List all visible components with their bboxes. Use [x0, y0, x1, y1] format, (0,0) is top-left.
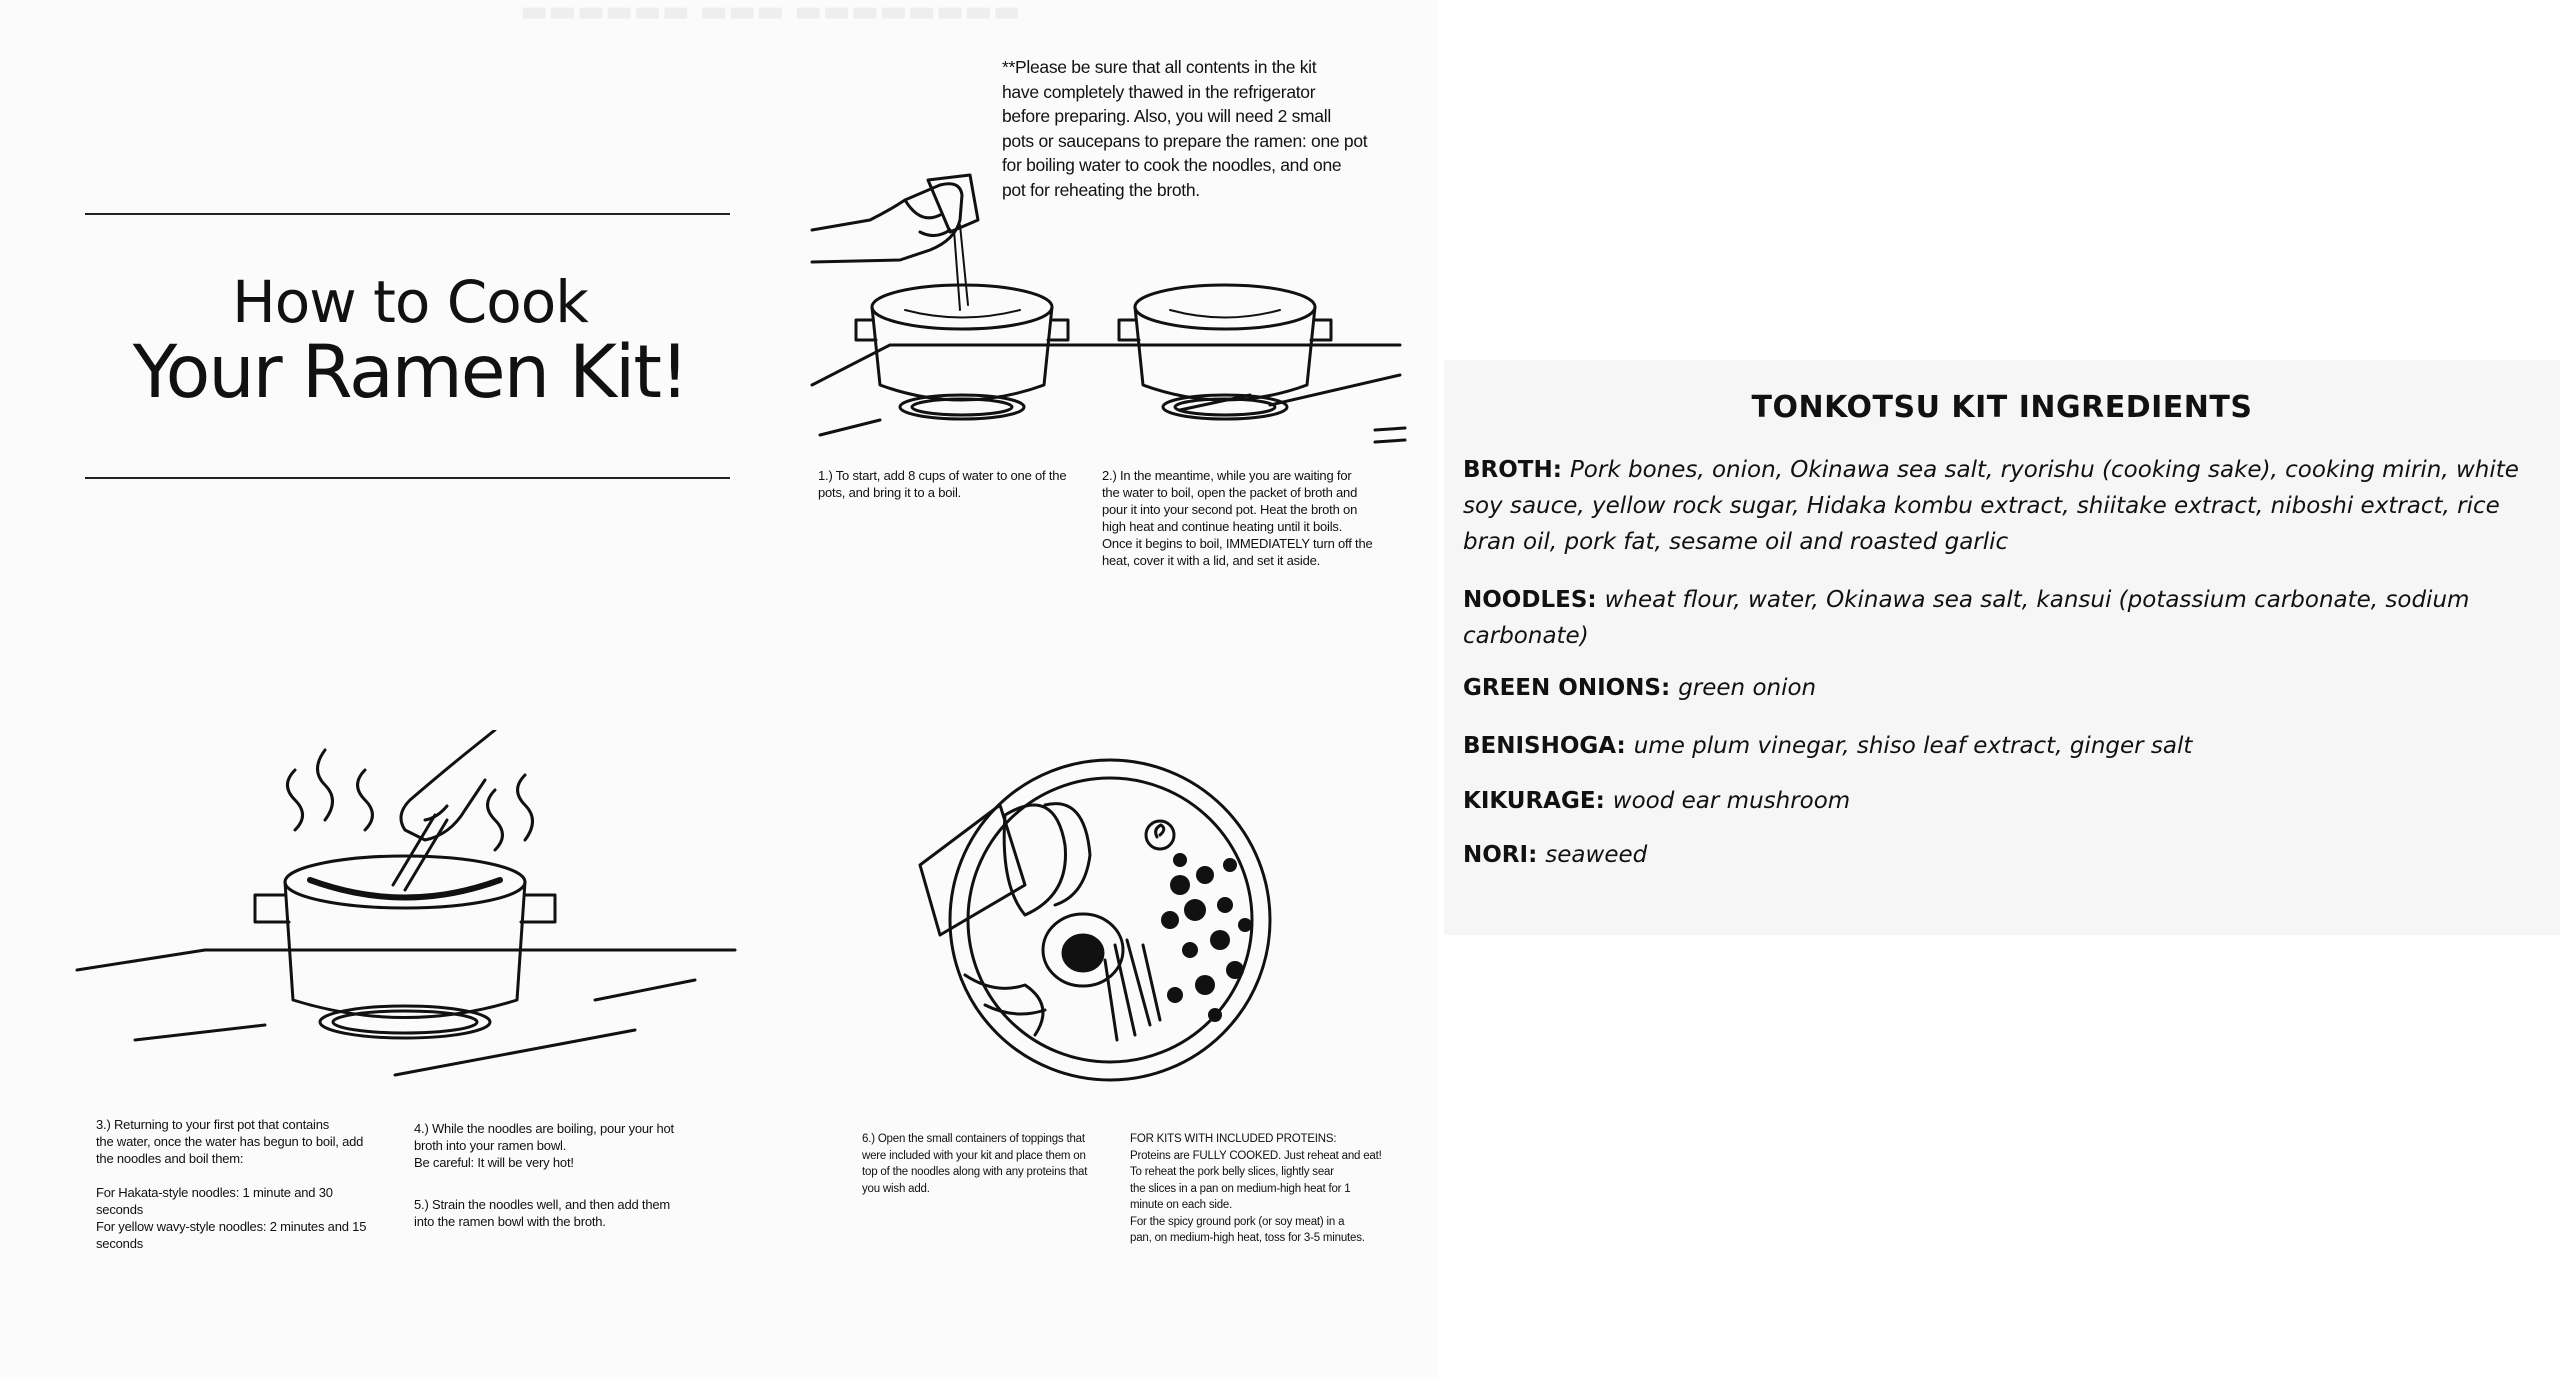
title-rule-top [85, 213, 730, 215]
pouring-pots-illustration [810, 170, 1410, 470]
ingredient-broth [1463, 452, 2538, 560]
step-4-text: 4.) While the noodles are boiling, pour your hot broth into your ramen bowl. Be careful: It will be very hot! [414, 1121, 674, 1170]
show-through-text: ▬▬▬▬▬▬ ▬▬▬ ▬▬▬▬▬▬▬▬ [520, 0, 1021, 29]
ingredient-text: green onion [1678, 675, 1817, 701]
step-2-text: 2.) In the meantime, while you are waiting for the water to boil, open the packet of broth and pour it into your second pot. Heat the broth on high heat and continue heating until it boils. Once it begins to boil, IMMEDIATELY turn off the heat, cover it with a lid, and set it aside. [1102, 468, 1373, 568]
ingredient-label: NORI: [1463, 842, 1546, 868]
ingredient-label: KIKURAGE: [1463, 788, 1613, 814]
ingredient-label: GREEN ONIONS: [1463, 675, 1679, 701]
title-line-1: How to Cook [232, 268, 588, 336]
ingredient-text: ume plum vinegar, shiso leaf extract, ginger salt [1633, 733, 2193, 759]
ingredients-title: TONKOTSU KIT INGREDIENTS [1751, 390, 2253, 425]
ingredient-label: BENISHOGA: [1463, 733, 1634, 759]
ingredient-label: NOODLES: [1463, 587, 1605, 613]
ingredient-benishoga [1463, 728, 2538, 764]
ingredient-text: wheat flour, water, Okinawa sea salt, kansui (potassium carbonate, sodium carbonate) [1463, 587, 2470, 649]
ingredient-kikurage [1463, 783, 2538, 819]
step-3-text: 3.) Returning to your first pot that contains the water, once the water has begun to boil, add the noodles and boil them: For Hakata-style noodles: 1 minute and 30 seconds For yellow wavy-style noodles: 2 minutes and 15 seconds [96, 1117, 367, 1251]
ingredient-text: Pork bones, onion, Okinawa sea salt, ryorishu (cooking sake), cooking mirin, white soy sauce, yellow rock sugar, Hidaka kombu extract, shiitake extract, niboshi extract, rice bran oil, pork fat, sesame oil and roasted garlic [1463, 457, 2519, 555]
ingredient-nori [1463, 837, 2538, 873]
ingredient-label: BROTH: [1463, 457, 1570, 483]
thaw-note: **Please be sure that all contents in the kit have completely thawed in the refrigerator before preparing. Also, you will need 2 small pots or saucepans to prepare the ramen: one pot for boiling water to cook the noodles, and one pot for reheating the broth. [1002, 57, 1368, 200]
title-rule-bottom [85, 477, 730, 479]
step-1-text: 1.) To start, add 8 cups of water to one of the pots, and bring it to a boil. [818, 468, 1067, 500]
proteins-note: FOR KITS WITH INCLUDED PROTEINS: Proteins are FULLY COOKED. Just reheat and eat! To reheat the pork belly slices, lightly sear the slices in a pan on medium-high heat for 1 minute on each side. For the spicy ground pork (or soy meat) in a pan, on medium-high heat, toss for 3-5 minutes. [1130, 1133, 1382, 1244]
ingredient-text: wood ear mushroom [1612, 788, 1851, 814]
ramen-bowl-illustration [905, 745, 1295, 1085]
page-title [80, 268, 740, 415]
step-6-text: 6.) Open the small containers of toppings that were included with your kit and place them on top of the noodles along with any proteins that you wish add. [862, 1133, 1088, 1195]
step-5-text: 5.) Strain the noodles well, and then add them into the ramen bowl with the broth. [414, 1197, 671, 1229]
boiling-pot-illustration [75, 730, 745, 1090]
ingredient-text: seaweed [1545, 842, 1648, 868]
ingredient-noodles [1463, 582, 2538, 654]
ingredient-green-onions [1463, 670, 2538, 706]
title-line-2: Your Ramen Kit! [132, 330, 688, 415]
